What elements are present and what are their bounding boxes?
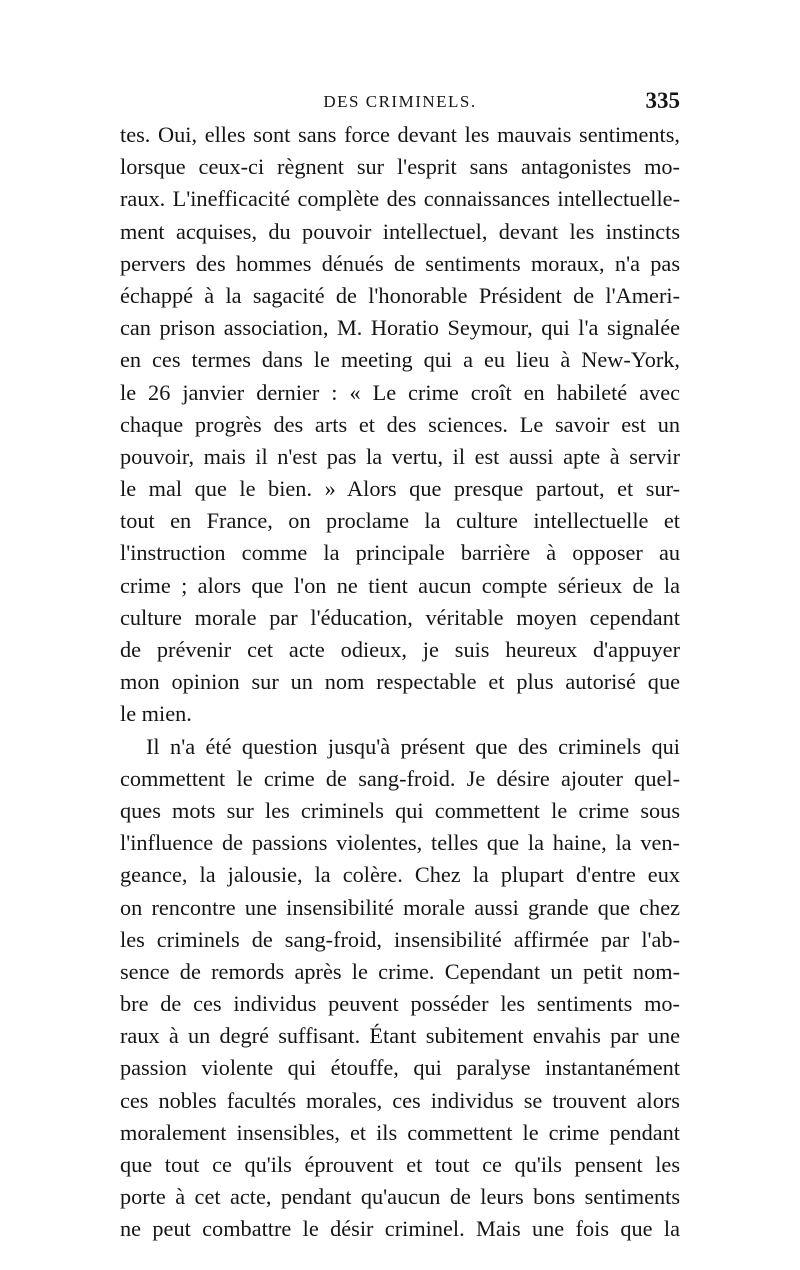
text-line: ment acquises, du pouvoir intellectuel, devant les instincts — [120, 218, 680, 244]
text-line: raux. L'inefficacité complète des connaissances intellectuelle- — [120, 186, 680, 212]
text-line: geance, la jalousie, la colère. Chez la plupart d'entre eux — [120, 862, 680, 888]
text-line: on rencontre une insensibilité morale aussi grande que chez — [120, 894, 680, 920]
text-line-paragraph-end: le mien. — [120, 701, 192, 727]
text-line: en ces termes dans le meeting qui a eu lieu à New-York, — [120, 347, 680, 373]
text-line: le mal que le bien. » Alors que presque partout, et sur- — [120, 476, 680, 502]
text-line: passion violente qui étouffe, qui paralyse instantanément — [120, 1055, 680, 1081]
text-line: ces nobles facultés morales, ces individus se trouvent alors — [120, 1087, 680, 1113]
text-line: ques mots sur les criminels qui commettent le crime sous — [120, 797, 680, 823]
text-line: chaque progrès des arts et des sciences. Le savoir est un — [120, 411, 680, 437]
text-line: les criminels de sang-froid, insensibilité affirmée par l'ab- — [120, 926, 680, 952]
text-line: can prison association, M. Horatio Seymour, qui l'a signalée — [120, 315, 680, 341]
text-line: échappé à la sagacité de l'honorable Président de l'Ameri- — [120, 282, 680, 308]
page-number: 335 — [645, 88, 680, 113]
text-line: commettent le crime de sang-froid. Je désire ajouter quel- — [120, 765, 680, 791]
text-line: bre de ces individus peuvent posséder les sentiments mo- — [120, 991, 680, 1017]
text-line: tes. Oui, elles sont sans force devant les mauvais sentiments, — [120, 122, 680, 147]
text-line: pervers des hommes dénués de sentiments moraux, n'a pas — [120, 250, 680, 276]
text-line: ne peut combattre le désir criminel. Mais une fois que la — [120, 1216, 680, 1242]
text-line: tout en France, on proclame la culture intellectuelle et — [120, 508, 680, 534]
text-line: le 26 janvier dernier : « Le crime croît en habileté avec — [120, 379, 680, 405]
text-line: lorsque ceux-ci règnent sur l'esprit sans antagonistes mo- — [120, 154, 680, 180]
text-line: que tout ce qu'ils éprouvent et tout ce qu'ils pensent les — [120, 1152, 680, 1177]
running-title: DES CRIMINELS. — [323, 92, 477, 111]
text-line: mon opinion sur un nom respectable et plus autorisé que — [120, 669, 680, 695]
text-line: l'instruction comme la principale barrière à opposer au — [120, 540, 680, 566]
text-line: raux à un degré suffisant. Étant subitement envahis par une — [120, 1023, 680, 1049]
running-head — [120, 88, 680, 118]
text-line: pouvoir, mais il n'est pas la vertu, il est aussi apte à servir — [120, 443, 680, 469]
text-line: moralement insensibles, et ils commettent le crime pendant — [120, 1119, 680, 1145]
text-line: porte à cet acte, pendant qu'aucun de leurs bons sentiments — [120, 1184, 680, 1210]
text-line: de prévenir cet acte odieux, je suis heureux d'appuyer — [120, 637, 680, 662]
text-line: culture morale par l'éducation, véritable moyen cependant — [120, 604, 680, 630]
text-line: crime ; alors que l'on ne tient aucun compte sérieux de la — [120, 572, 680, 598]
body-text — [120, 119, 680, 1246]
text-line: l'influence de passions violentes, telles que la haine, la ven- — [120, 830, 680, 856]
text-line: sence de remords après le crime. Cependant un petit nom- — [120, 958, 680, 984]
text-line-paragraph-start: Il n'a été question jusqu'à présent que des criminels qui — [146, 733, 680, 759]
